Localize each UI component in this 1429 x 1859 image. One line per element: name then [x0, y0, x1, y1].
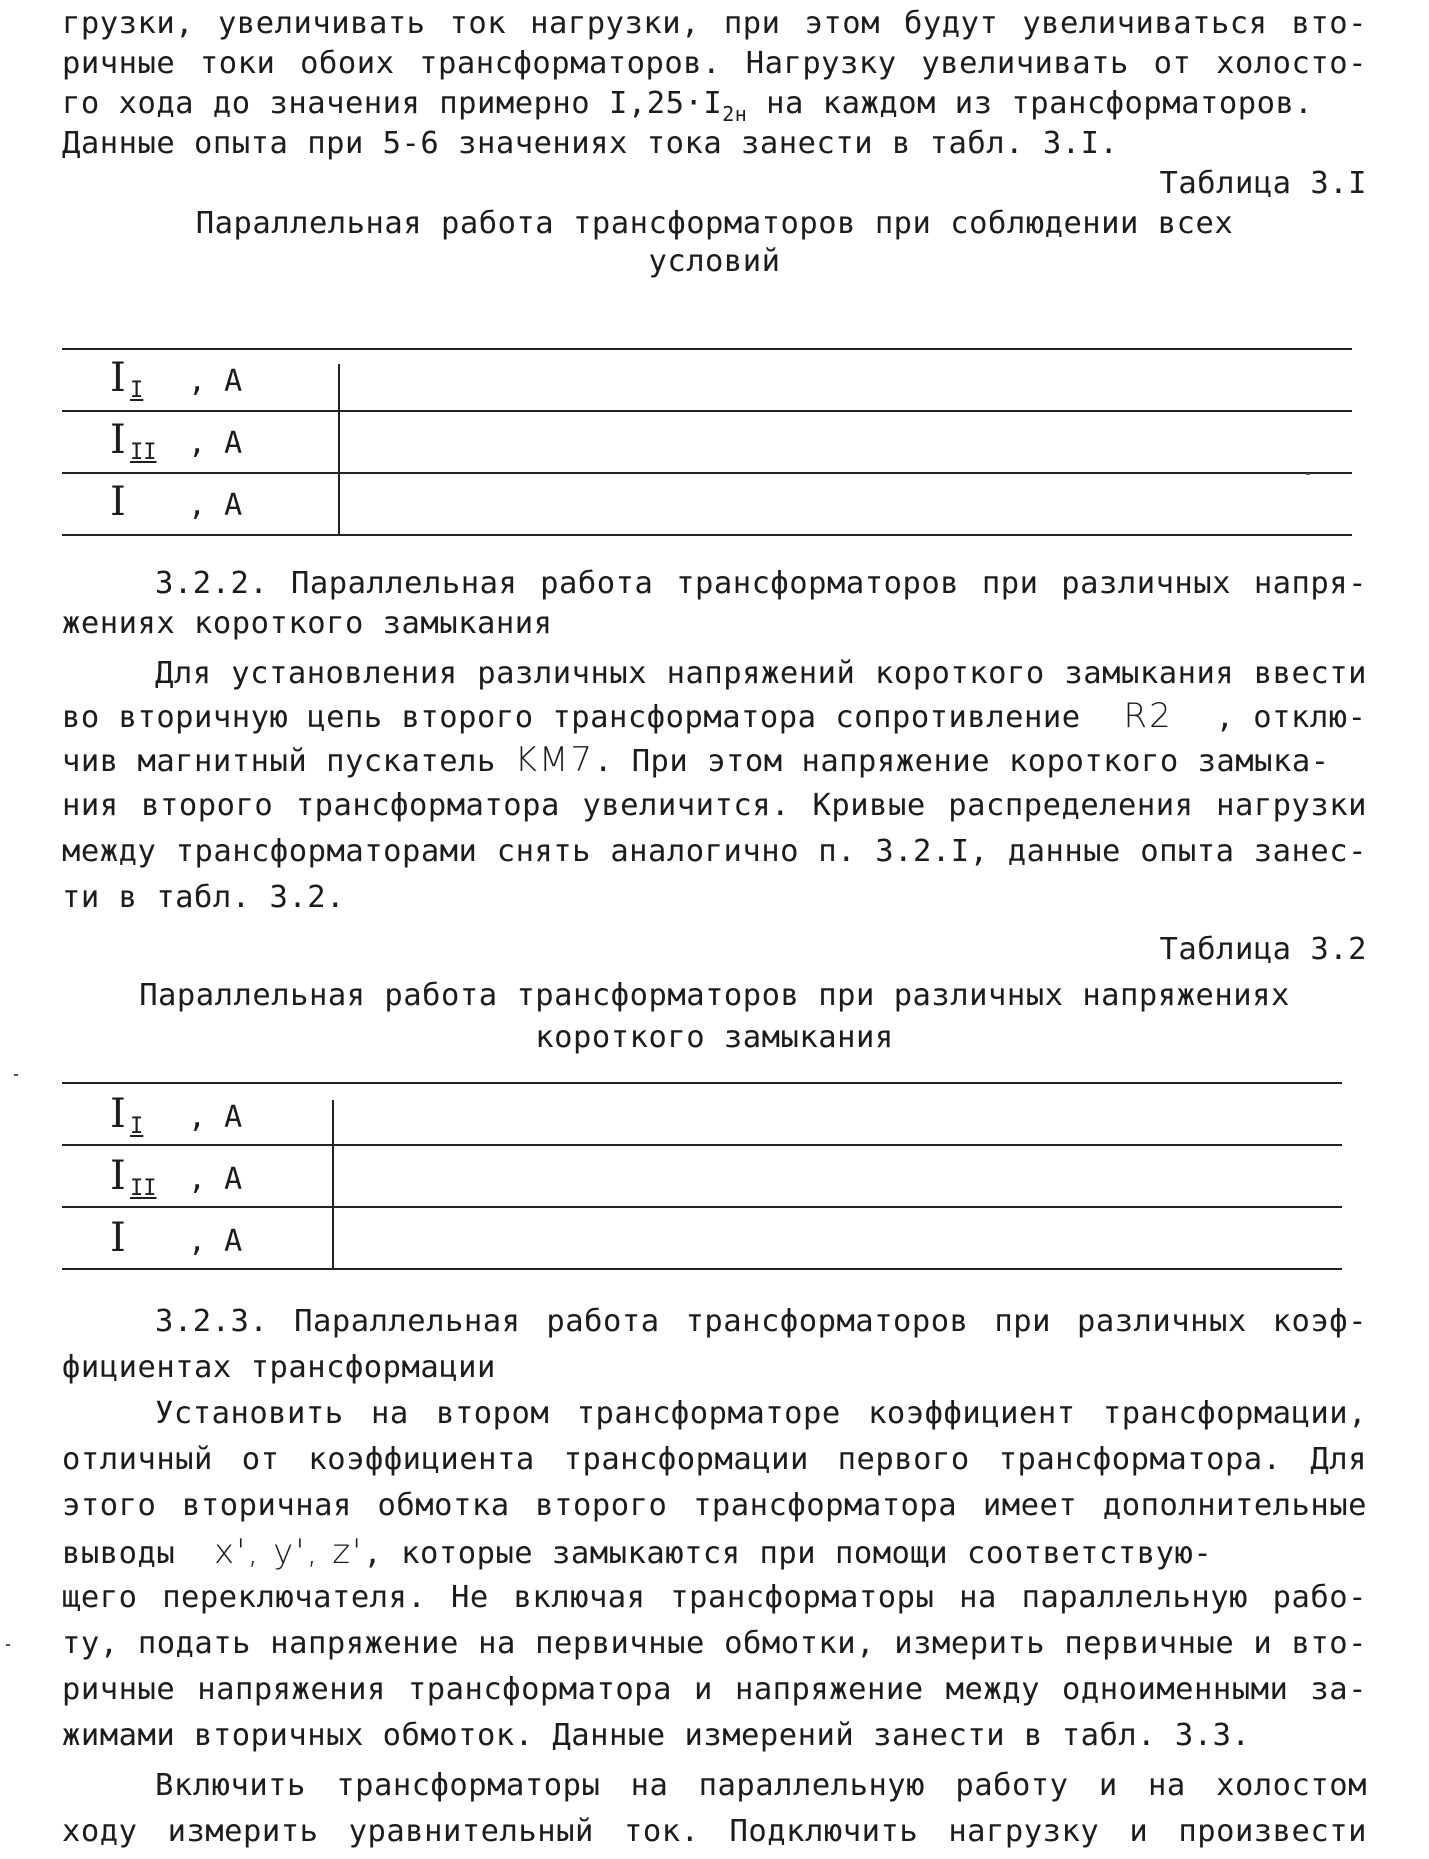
table-rule	[62, 348, 1352, 350]
handwritten-text: KM7	[514, 740, 594, 780]
subscript: II	[130, 440, 157, 465]
table-row	[110, 1153, 243, 1207]
unit-label: , А	[188, 488, 243, 523]
text-line: ходу измерить уравнительный ток. Подключить нагрузку и произвести	[62, 1814, 1367, 1849]
table-divider	[338, 364, 340, 536]
text-line: этого вторичная обмотка второго трансформатора имеет дополнительные	[62, 1488, 1367, 1523]
table-title: Параллельная работа трансформаторов при различных напряжениях	[139, 978, 1290, 1013]
text-line: ричные напряжения трансформатора и напряжение между одноименными за-	[62, 1672, 1367, 1707]
text-line: ти в табл. 3.2.	[62, 880, 345, 915]
current-symbol: I	[110, 1091, 126, 1137]
text-line: щего переключателя. Не включая трансформаторы на параллельную рабо-	[62, 1580, 1367, 1615]
table-title: условий	[648, 244, 781, 279]
scan-speck	[6, 1644, 10, 1646]
table-label: Таблица 3.2	[1159, 932, 1367, 967]
table-row	[110, 1215, 243, 1261]
text-fragment: , которые замыкаются при помощи соответствую-	[363, 1536, 1213, 1571]
table-rule	[62, 1206, 1342, 1208]
current-symbol: I	[110, 479, 126, 525]
text-fragment: . При этом напряжение короткого замыка-	[593, 744, 1330, 779]
current-symbol: I	[110, 1215, 126, 1261]
table-rule	[62, 1082, 1342, 1084]
table-row	[110, 417, 243, 471]
text-line: жимами вторичных обмоток. Данные измерений занести в табл. 3.3.	[62, 1718, 1251, 1753]
text-line	[62, 742, 1367, 780]
text-line: ния второго трансформатора увеличится. Кривые распределения нагрузки	[62, 788, 1367, 823]
text-line: грузки, увеличивать ток нагрузки, при этом будут увеличиваться вто-	[62, 6, 1367, 41]
section-heading: 3.2.3. Параллельная работа трансформаторов при различных коэф-	[155, 1304, 1367, 1339]
current-symbol: I	[110, 355, 126, 401]
text-line	[62, 698, 1367, 736]
text-fragment: выводы	[62, 1536, 195, 1571]
data-table	[62, 1082, 1358, 1274]
section-heading: 3.2.2. Параллельная работа трансформаторов при различных напря-	[155, 566, 1367, 601]
text-line: отличный от коэффициента трансформации первого трансформатора. Для	[62, 1442, 1367, 1477]
unit-label: , А	[188, 426, 243, 461]
unit-label: , А	[188, 1100, 243, 1135]
text-line: между трансформаторами снять аналогично п. 3.2.I, данные опыта занес-	[62, 834, 1367, 869]
text-line: Для установления различных напряжений короткого замыкания ввести	[155, 656, 1367, 691]
table-title: Параллельная работа трансформаторов при соблюдении всех	[195, 206, 1234, 241]
table-rule	[62, 472, 1352, 474]
table-row	[110, 355, 243, 409]
table-divider	[332, 1100, 334, 1270]
text-fragment: на каждом из трансформаторов.	[747, 86, 1314, 121]
scan-speck	[1306, 473, 1310, 475]
unit-label: , А	[188, 1162, 243, 1197]
data-table	[62, 348, 1358, 538]
text-line: Установить на втором трансформаторе коэффициент трансформации,	[155, 1396, 1367, 1431]
scan-speck	[14, 1074, 18, 1076]
section-heading: фициентах трансформации	[62, 1350, 496, 1385]
text-fragment: го хода до значения примерно I,25·I	[62, 86, 723, 121]
text-fragment: , отклю-	[1196, 700, 1367, 735]
current-symbol: I	[110, 417, 126, 463]
text-line: ричные токи обоих трансформаторов. Нагрузку увеличивать от холосто-	[62, 46, 1367, 81]
unit-label: , А	[188, 1224, 243, 1259]
text-line: ту, подать напряжение на первичные обмотки, измерить первичные и вто-	[62, 1626, 1367, 1661]
handwritten-text: R2	[1123, 696, 1173, 736]
text-line	[62, 1534, 1367, 1572]
table-rule	[62, 410, 1352, 412]
current-symbol: I	[110, 1153, 126, 1199]
table-rule	[62, 1268, 1342, 1270]
table-label: Таблица 3.I	[1159, 166, 1367, 201]
table-row	[110, 479, 243, 525]
table-title: короткого замыкания	[535, 1020, 894, 1055]
subscript: I	[130, 1114, 144, 1139]
text-line: Данные опыта при 5-6 значениях тока занести в табл. 3.I.	[62, 126, 1119, 161]
text-line: Включить трансформаторы на параллельную работу и на холостом	[155, 1768, 1367, 1803]
table-row	[110, 1091, 243, 1145]
subscript: II	[130, 1176, 157, 1201]
subscript: 2н	[722, 102, 748, 126]
text-fragment: во вторичную цепь второго трансформатора сопротивление	[62, 700, 1100, 735]
text-fragment: чив магнитный пускатель	[62, 744, 515, 779]
unit-label: , А	[188, 364, 243, 399]
table-rule	[62, 1144, 1342, 1146]
section-heading: жениях короткого замыкания	[62, 606, 553, 641]
table-rule	[62, 534, 1352, 536]
handwritten-text: x', y', z'	[214, 1532, 364, 1572]
subscript: I	[130, 378, 144, 403]
